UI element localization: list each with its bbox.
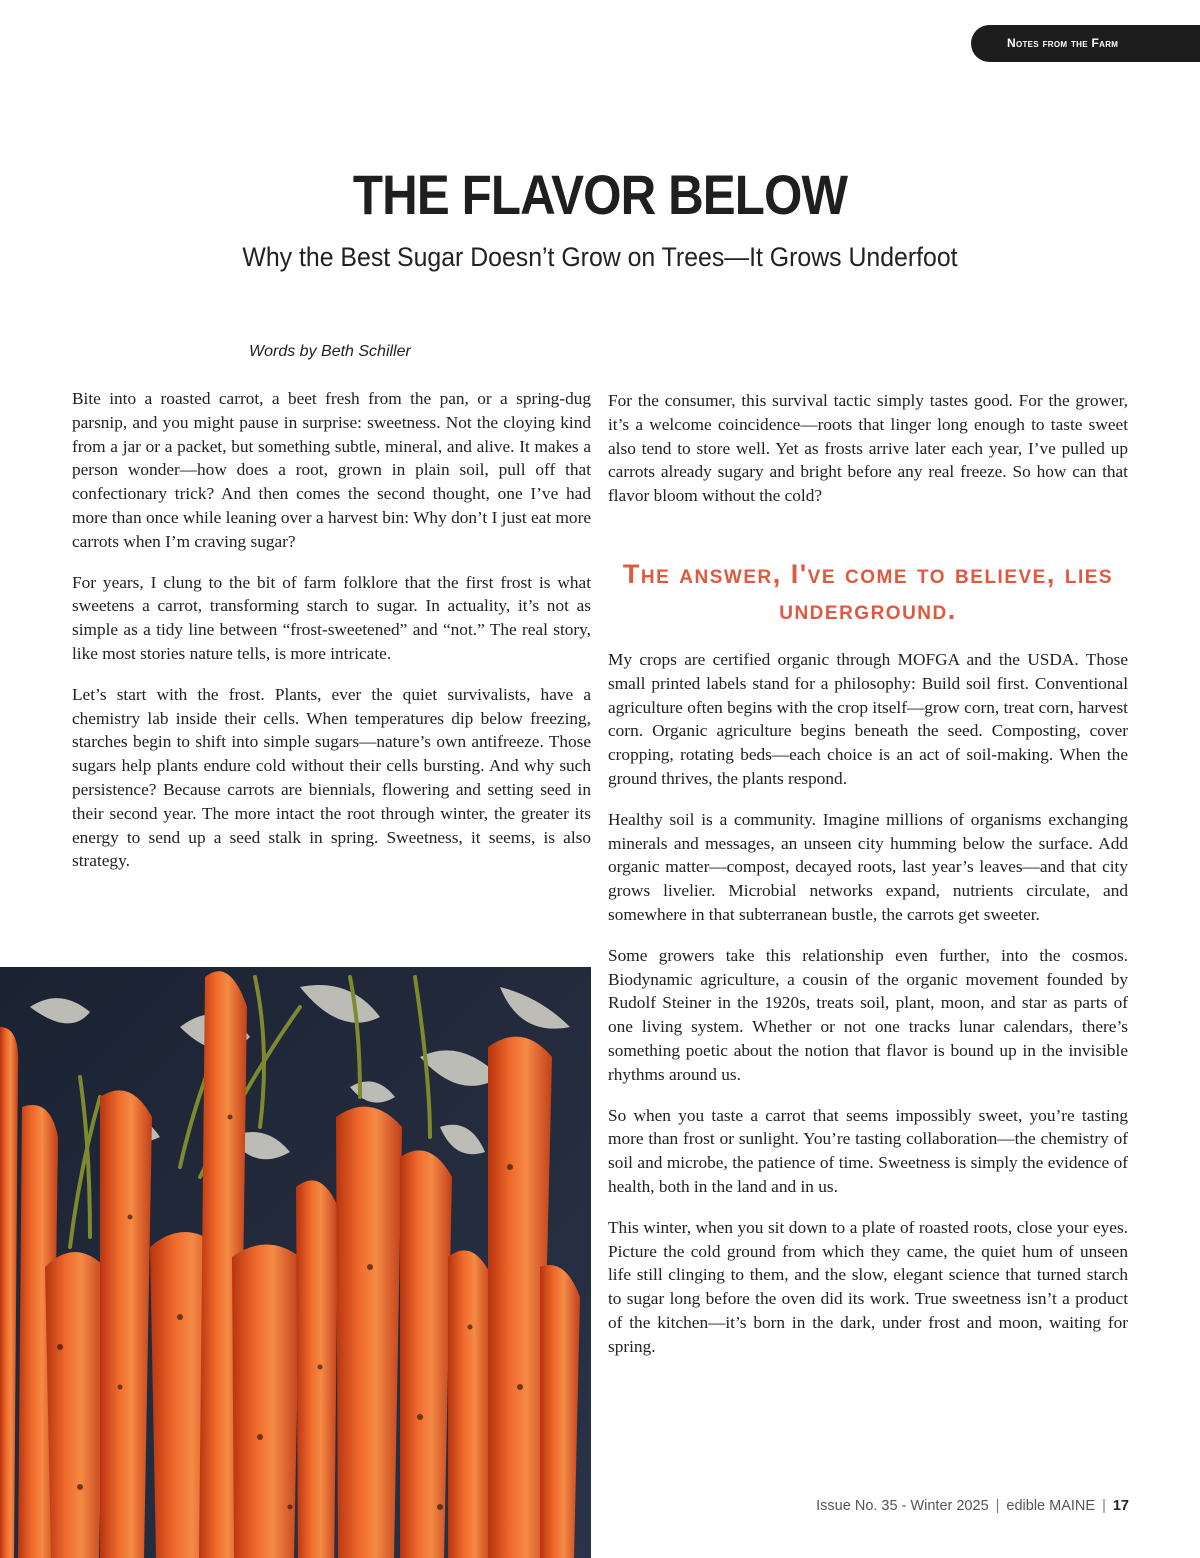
body-paragraph: This winter, when you sit down to a plate of roasted roots, close your eyes. Picture the cold ground from which they came, the quiet hum of unseen life still clinging to them, and the slow, elegant science that turned starch to sugar long before the oven did its work. True sweetness isn’t a product of the kitchen—it’s born in the dark, under frost and moon, waiting for spring. (608, 1217, 1128, 1356)
byline: Words by Beth Schiller (249, 343, 411, 360)
body-paragraph: So when you taste a carrot that seems impossibly sweet, you’re tasting more than frost or sunlight. You’re tasting collaboration—the chemistry of soil and microbe, the patience of time. Sweetness is simply the evidence of health, both in the land and in us. (608, 1105, 1128, 1196)
article-title: THE FLAVOR BELOW (352, 163, 848, 226)
right-column (608, 648, 1128, 1376)
section-tab-label: Notes from the Farm (1007, 36, 1119, 50)
left-column (72, 387, 591, 890)
body-paragraph: My crops are certified organic through MOFGA and the USDA. Those small printed labels stand for a philosophy: Build soil first. Conventional agriculture often begins with the crop itself—grow corn, treat corn, harvest corn. Organic agriculture begins beneath the seed. Composting, cover cropping, rotating beds—each choice is an act of soil-making. When the ground thrives, the plants respond. (608, 650, 1128, 788)
issue-info: Issue No. 35 - Winter 2025 (816, 1498, 989, 1514)
body-paragraph: Healthy soil is a community. Imagine millions of organisms exchanging minerals and messages, an unseen city humming below the surface. Add organic matter—compost, decayed roots, last year’s leaves—and that city grows livelier. Microbial networks expand, nutrients circulate, and somewhere in that subterranean bustle, the carrots get sweeter. (608, 809, 1128, 924)
section-tab (971, 25, 1200, 62)
body-paragraph: Bite into a roasted carrot, a beet fresh from the pan, or a spring-dug parsnip, and you might pause in surprise: sweetness. Not the cloying kind from a jar or a packet, but something subtle, mineral, and alive. It makes a person wonder—how does a root, grown in plain soil, pull off that confectionary trick? And then comes the second thought, one I’ve had more than once while leaning over a harvest bin: Why don’t I just eat more carrots when I’m craving sugar? (72, 389, 591, 551)
body-paragraph: Let’s start with the frost. Plants, ever the quiet survivalists, have a chemistry lab inside their cells. When temperatures dip below freezing, starches begin to shift into simple sugars—nature’s own antifreeze. Those sugars help plants endure cold without their cells bursting. And why such persistence? Because carrots are biennials, flowering and setting seed in their second year. The more intact the root through winter, the greater its energy to send up a seed stalk in spring. Sweetness, it seems, is also strategy. (72, 684, 591, 871)
body-paragraph: Some growers take this relationship even further, into the cosmos. Biodynamic agriculture, a cousin of the organic movement founded by Rudolf Steiner in the 1920s, treats soil, plant, moon, and star as parts of one living system. Whether or not one tracks lunar calendars, there’s something poetic about the notion that flavor is bound up in the invisible rhythms around us. (608, 945, 1128, 1084)
body-paragraph: For the consumer, this survival tactic simply tastes good. For the grower, it’s a welcome coincidence—roots that linger long enough to taste sweet also tend to store well. Yet as frosts arrive later each year, I’ve pulled up carrots already sugary and bright before any real freeze. So how can that flavor bloom without the cold? (608, 391, 1128, 506)
publication-name: edible MAINE (1006, 1498, 1096, 1514)
pull-quote: The answer, I've come to believe, lies underground. (622, 559, 1114, 625)
right-column-intro (608, 389, 1128, 525)
page-footer: Issue No. 35 - Winter 2025 | edible MAINE | 17 (816, 1498, 1129, 1514)
roasted-carrots-photo (0, 967, 591, 1558)
article-subtitle: Why the Best Sugar Doesn’t Grow on Trees—It Grows Underfoot (242, 242, 958, 272)
page-number: 17 (1112, 1498, 1129, 1514)
body-paragraph: For years, I clung to the bit of farm folklore that the first frost is what sweetens a carrot, transforming starch to sugar. In actuality, it’s not as simple as a tidy line between “frost-sweetened” and “not.” The real story, like most stories nature tells, is more intricate. (72, 572, 591, 663)
